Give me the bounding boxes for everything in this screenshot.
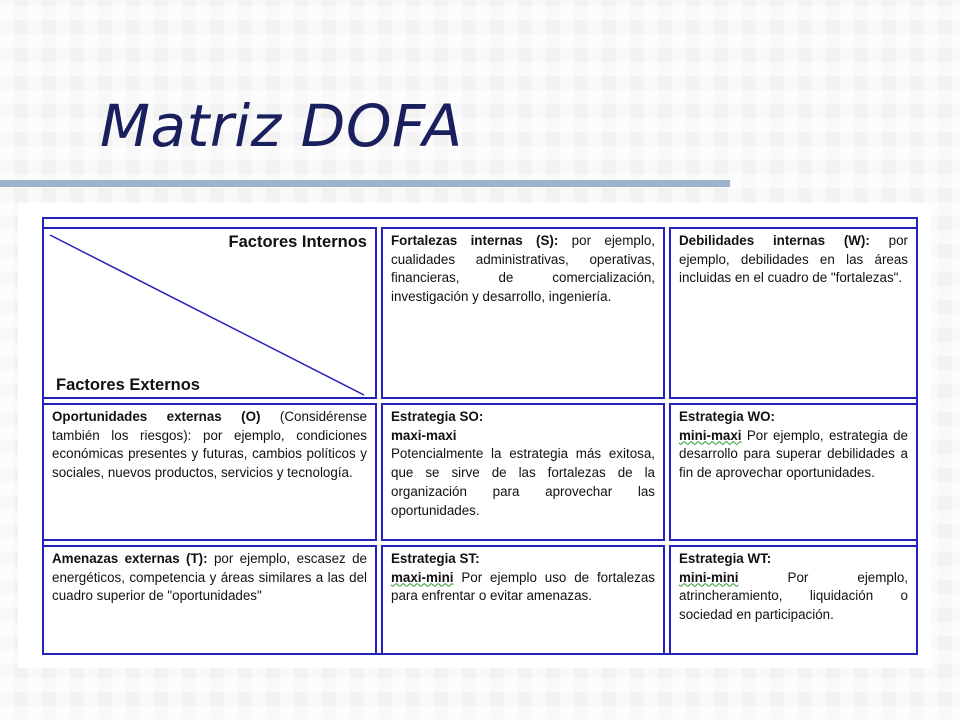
so-strategy-subtitle: maxi-maxi: [391, 427, 457, 443]
st-strategy-subtitle: maxi-mini: [391, 569, 454, 585]
weaknesses-text: por ejemplo, debilidades en las áreas incluidas en el cuadro de "fortalezas".: [679, 233, 908, 286]
wo-strategy-text: Por ejemplo, estrategia de desarrollo para superar debilidades a fin de aprovechar oportunidades.: [679, 427, 908, 481]
st-strategy-text: Por ejemplo uso de fortalezas para enfrentar o evitar amenazas.: [391, 569, 655, 604]
wo-strategy-subtitle: mini-maxi: [679, 427, 742, 443]
corner-cell: [42, 227, 377, 399]
strengths-heading: Fortalezas internas (S):: [391, 233, 559, 248]
threats-heading: Amenazas externas (T):: [52, 551, 208, 566]
opportunities-heading: Oportunidades externas (O): [52, 409, 261, 424]
st-strategy-heading: Estrategia ST:: [391, 551, 480, 566]
slide-title: Matriz DOFA: [100, 92, 463, 160]
internal-factors-label: Factores Internos: [228, 233, 367, 251]
strengths-cell: [381, 227, 665, 399]
weaknesses-heading: Debilidades internas (W):: [679, 233, 870, 248]
opportunities-cell: [42, 403, 377, 541]
threats-text: por ejemplo, escasez de energéticos, competencia y áreas similares a las del cuadro superior de "oportunidades": [52, 551, 367, 604]
wo-strategy-cell: [669, 403, 918, 541]
external-factors-label: Factores Externos: [56, 376, 200, 395]
so-strategy-cell: [381, 403, 665, 541]
wo-strategy-heading: Estrategia WO:: [679, 409, 775, 424]
opportunities-text: (Considérense también los riesgos): por ejemplo, condiciones económicas presentes y futuras, cambios políticos y sociales, nuevos productos, servicios y tecnología.: [52, 409, 367, 481]
wt-strategy-text: Por ejemplo, atrincheramiento, liquidación o sociedad en participación.: [679, 569, 908, 623]
so-strategy-heading: Estrategia SO:: [391, 409, 484, 424]
strengths-text: por ejemplo, cualidades administrativas, operativas, financieras, de comercialización, investigación y desarrollo, ingeniería.: [391, 233, 655, 305]
wt-strategy-heading: Estrategia WT:: [679, 551, 772, 566]
so-strategy-text: Potencialmente la estrategia más exitosa, que se sirve de las fortalezas de la organización para aprovechar las oportunidades.: [391, 446, 655, 518]
st-strategy-cell: [381, 545, 665, 655]
weaknesses-cell: [669, 227, 918, 399]
corner-diagonal-line: [44, 229, 377, 399]
threats-cell: [42, 545, 377, 655]
wt-strategy-subtitle: mini-mini: [679, 569, 739, 585]
dofa-matrix-image: [18, 203, 931, 668]
title-divider: [0, 180, 730, 187]
wt-strategy-cell: [669, 545, 918, 655]
